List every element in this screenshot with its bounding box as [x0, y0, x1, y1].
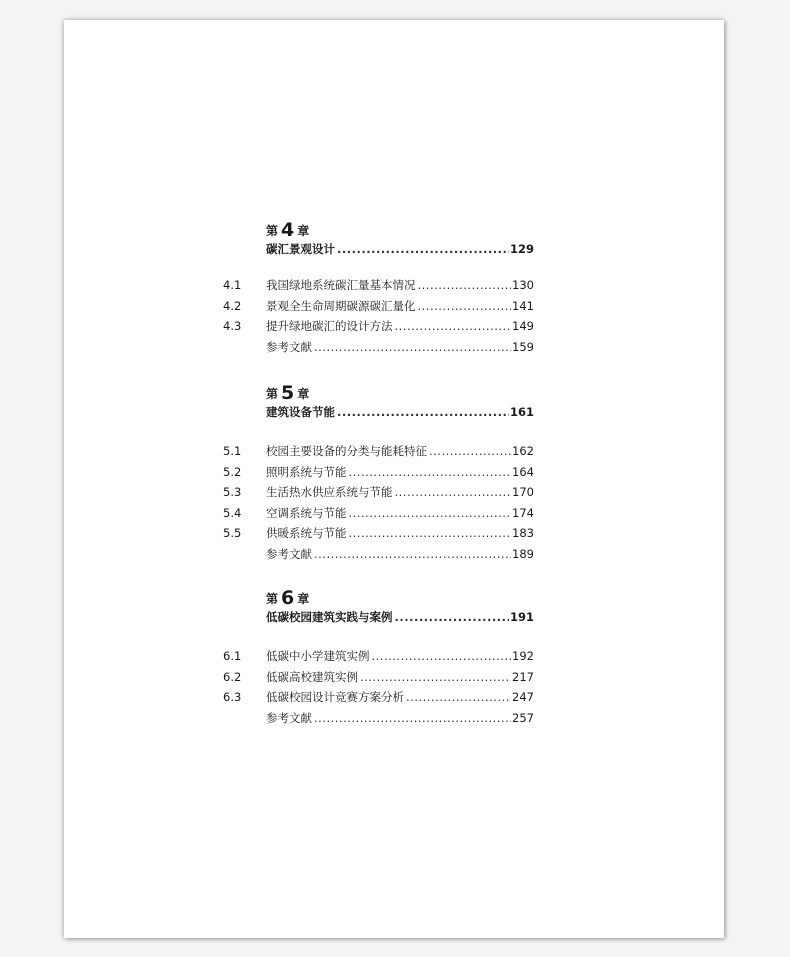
dot-leader — [395, 482, 512, 503]
section-number: 4.1 — [223, 278, 242, 292]
section-number: 5.5 — [223, 526, 242, 540]
toc-entry[interactable] — [64, 482, 724, 503]
section-title: 我国绿地系统碳汇量基本情况 — [266, 278, 416, 292]
entry-row — [266, 441, 534, 462]
toc-entry[interactable] — [64, 441, 724, 462]
dot-leader — [349, 523, 512, 544]
section-number: 6.1 — [223, 649, 242, 663]
toc-entry[interactable] — [64, 708, 724, 729]
chapter-label-prefix: 第 — [266, 387, 279, 401]
dot-leader — [314, 337, 511, 358]
toc-entry[interactable] — [64, 544, 724, 565]
section-title: 照明系统与节能 — [266, 464, 347, 479]
section-list — [64, 646, 724, 728]
dot-leader — [337, 403, 509, 421]
section-number: 4.3 — [223, 319, 242, 333]
section-page-number: 162 — [512, 444, 534, 458]
entry-row — [266, 544, 534, 565]
entry-row — [266, 482, 534, 503]
toc-entry[interactable] — [64, 503, 724, 524]
section-page-number: 192 — [512, 649, 534, 663]
section-page-number: 217 — [512, 669, 534, 684]
section-title: 参考文献 — [266, 710, 312, 725]
toc-entry[interactable] — [64, 667, 724, 688]
section-title: 提升绿地碳汇的设计方法 — [266, 319, 393, 333]
chapter-label-suffix: 章 — [297, 387, 310, 401]
section-number: 6.3 — [223, 690, 242, 704]
dot-leader — [349, 503, 512, 524]
dot-leader — [349, 462, 512, 483]
section-list — [64, 441, 724, 564]
section-list — [64, 275, 724, 357]
chapter-title-row[interactable] — [266, 608, 534, 626]
entry-row — [266, 708, 534, 729]
section-title: 景观全生命周期碳源碳汇量化 — [266, 298, 416, 313]
chapter-title: 低碳校园建筑实践与案例 — [266, 610, 393, 624]
toc-entry[interactable] — [64, 646, 724, 667]
section-title: 低碳中小学建筑实例 — [266, 649, 370, 663]
entry-row — [266, 462, 534, 483]
dot-leader — [314, 544, 511, 565]
entry-row — [266, 667, 534, 688]
chapter-title-row[interactable] — [266, 403, 534, 421]
section-number: 5.2 — [223, 464, 242, 479]
toc-entry[interactable] — [64, 523, 724, 544]
section-title: 低碳校园设计竞赛方案分析 — [266, 690, 404, 704]
toc-page — [64, 20, 724, 938]
dot-leader — [360, 667, 511, 688]
section-page-number: 164 — [512, 464, 534, 479]
chapter-label-prefix: 第 — [266, 592, 279, 606]
dot-leader — [418, 275, 512, 296]
section-number: 4.2 — [223, 298, 242, 313]
section-number: 5.3 — [223, 485, 242, 499]
section-title: 空调系统与节能 — [266, 505, 347, 520]
section-page-number: 170 — [512, 485, 534, 499]
section-number: 5.4 — [223, 505, 242, 520]
chapter-page-number: 129 — [509, 242, 534, 256]
toc-entry[interactable] — [64, 296, 724, 317]
section-page-number: 183 — [512, 526, 534, 540]
section-title: 校园主要设备的分类与能耗特征 — [266, 444, 427, 458]
toc-entry[interactable] — [64, 687, 724, 708]
section-page-number: 141 — [512, 298, 534, 313]
dot-leader — [406, 687, 511, 708]
toc-entry[interactable] — [64, 316, 724, 337]
section-page-number: 174 — [512, 505, 534, 520]
chapter-label-suffix: 章 — [297, 592, 310, 606]
chapter-title: 碳汇景观设计 — [266, 242, 335, 256]
toc-entry[interactable] — [64, 337, 724, 358]
chapter-number: 4 — [281, 219, 295, 241]
section-page-number: 159 — [512, 339, 534, 354]
entry-row — [266, 275, 534, 296]
toc-entry[interactable] — [64, 462, 724, 483]
dot-leader — [314, 708, 511, 729]
chapter-page-number: 191 — [509, 610, 534, 624]
section-page-number: 130 — [512, 278, 534, 292]
chapter-number: 5 — [281, 382, 295, 404]
chapter-heading — [266, 218, 534, 258]
entry-row — [266, 296, 534, 317]
section-title: 低碳高校建筑实例 — [266, 669, 358, 684]
chapter-label — [266, 586, 534, 608]
section-title: 生活热水供应系统与节能 — [266, 485, 393, 499]
dot-leader — [372, 646, 512, 667]
entry-row — [266, 687, 534, 708]
dot-leader — [337, 240, 509, 258]
dot-leader — [395, 316, 512, 337]
chapter-number: 6 — [281, 587, 295, 609]
entry-row — [266, 523, 534, 544]
chapter-page-number: 161 — [509, 405, 534, 419]
section-number: 6.2 — [223, 669, 242, 684]
dot-leader — [418, 296, 512, 317]
chapter-heading — [266, 586, 534, 626]
section-page-number: 257 — [512, 710, 534, 725]
entry-row — [266, 337, 534, 358]
section-title: 供暖系统与节能 — [266, 526, 347, 540]
dot-leader — [429, 441, 511, 462]
chapter-heading — [266, 381, 534, 421]
section-title: 参考文献 — [266, 546, 312, 561]
chapter-title-row[interactable] — [266, 240, 534, 258]
section-number: 5.1 — [223, 444, 242, 458]
section-page-number: 189 — [512, 546, 534, 561]
chapter-label-suffix: 章 — [297, 224, 310, 238]
toc-entry[interactable] — [64, 275, 724, 296]
section-page-number: 247 — [512, 690, 534, 704]
chapter-title: 建筑设备节能 — [266, 405, 335, 419]
entry-row — [266, 646, 534, 667]
chapter-label-prefix: 第 — [266, 224, 279, 238]
section-page-number: 149 — [512, 319, 534, 333]
section-title: 参考文献 — [266, 339, 312, 354]
entry-row — [266, 503, 534, 524]
entry-row — [266, 316, 534, 337]
chapter-label — [266, 381, 534, 403]
chapter-label — [266, 218, 534, 240]
dot-leader — [395, 608, 509, 626]
